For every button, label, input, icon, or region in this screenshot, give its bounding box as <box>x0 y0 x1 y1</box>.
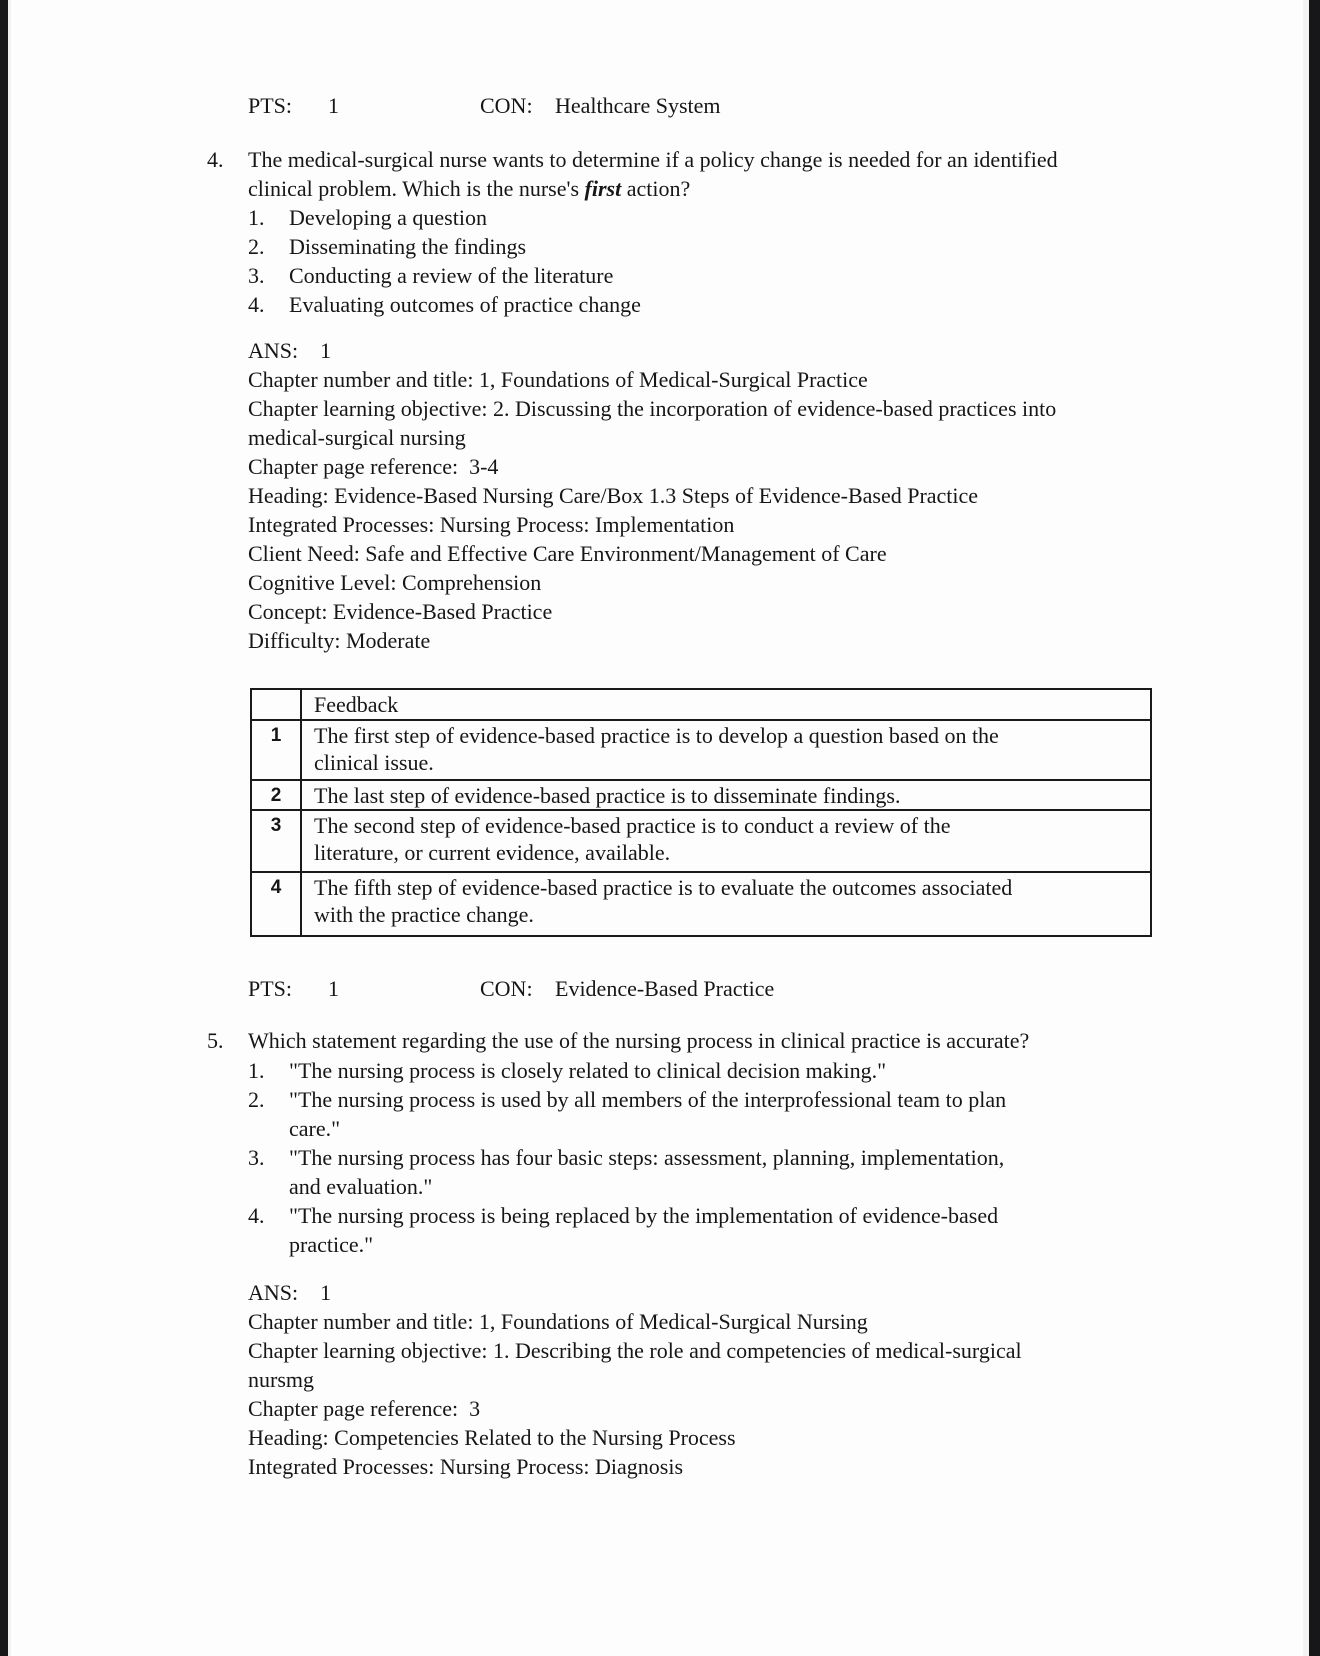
option-text-line: and evaluation." <box>289 1174 433 1199</box>
answer-line: Chapter page reference: 3 <box>248 1396 481 1421</box>
con-value: Healthcare System <box>555 93 721 118</box>
feedback-cell <box>301 872 1151 936</box>
answer-line: ANS: 1 <box>248 338 332 363</box>
answer-line: Chapter learning objective: 2. Discussing the incorporation of evidence-based practices into <box>248 396 1057 421</box>
option-number: 3. <box>248 263 265 288</box>
answer-line: Concept: Evidence-Based Practice <box>248 599 553 624</box>
question-5-number: 5. <box>207 1028 224 1053</box>
feedback-table-header-row <box>251 689 1151 720</box>
option-text-line: "The nursing process has four basic steps: assessment, planning, implementation, <box>289 1145 1005 1170</box>
option-row <box>248 203 641 232</box>
option-text-line: "The nursing process is being replaced by the implementation of evidence-based <box>289 1203 999 1228</box>
answer-5-rationale <box>248 1278 1022 1481</box>
option-text-line: practice." <box>289 1232 374 1257</box>
option-text: Evaluating outcomes of practice change <box>289 292 641 317</box>
table-row <box>251 872 1151 936</box>
answer-line: medical-surgical nursing <box>248 425 466 450</box>
answer-line: Difficulty: Moderate <box>248 628 431 653</box>
option-number: 2. <box>248 1087 265 1112</box>
answer-line: Client Need: Safe and Effective Care Environment/Management of Care <box>248 541 887 566</box>
feedback-text-line: The second step of evidence-based practice is to conduct a review of the <box>314 813 951 838</box>
con-label: CON: <box>480 93 533 118</box>
option-number: 1. <box>248 205 265 230</box>
question-4-options <box>248 203 641 319</box>
answer-line: nursmg <box>248 1367 314 1392</box>
option-text-line: "The nursing process is closely related to clinical decision making." <box>289 1058 887 1083</box>
feedback-text-line: literature, or current evidence, available. <box>314 840 671 865</box>
question-4-text-line-1: The medical-surgical nurse wants to determine if a policy change is needed for an identified <box>248 147 1058 172</box>
question-4-line2-post: action? <box>621 176 691 201</box>
option-number: 3. <box>248 1145 265 1170</box>
pts-label: PTS: <box>248 976 293 1001</box>
table-row <box>251 810 1151 872</box>
pts-value: 1 <box>328 976 339 1001</box>
feedback-text-line: with the practice change. <box>314 902 534 927</box>
feedback-text-line: The fifth step of evidence-based practice is to evaluate the outcomes associated <box>314 875 1013 900</box>
question-4-number: 4. <box>207 147 224 172</box>
left-black-border <box>0 0 8 1656</box>
option-number: 4. <box>248 1203 265 1228</box>
answer-line: Chapter number and title: 1, Foundations of Medical-Surgical Nursing <box>248 1309 868 1334</box>
row-number-cell: 2 <box>251 780 301 810</box>
option-row <box>248 1056 1006 1085</box>
option-text: Conducting a review of the literature <box>289 263 614 288</box>
pts-con-row-q4 <box>248 974 948 1003</box>
feedback-table <box>250 688 1152 937</box>
option-row <box>248 290 641 319</box>
table-row <box>251 720 1151 780</box>
feedback-cell <box>301 780 1151 810</box>
question-5-text: Which statement regarding the use of the nursing process in clinical practice is accurate? <box>248 1028 1030 1053</box>
pts-con-row-q3 <box>248 91 948 120</box>
row-number-cell: 3 <box>251 810 301 872</box>
option-number: 1. <box>248 1058 265 1083</box>
option-number: 2. <box>248 234 265 259</box>
option-text-line: care." <box>289 1116 341 1141</box>
feedback-text-line: The first step of evidence-based practice is to develop a question based on the <box>314 723 999 748</box>
option-text-line: "The nursing process is used by all members of the interprofessional team to plan <box>289 1087 1007 1112</box>
answer-line: Chapter learning objective: 1. Describing the role and competencies of medical-surgical <box>248 1338 1022 1363</box>
option-number: 4. <box>248 292 265 317</box>
option-row <box>248 261 641 290</box>
option-row <box>248 1085 1006 1143</box>
answer-line: ANS: 1 <box>248 1280 332 1305</box>
feedback-header-label: Feedback <box>314 692 399 717</box>
question-4-line2-pre: clinical problem. Which is the nurse's <box>248 176 585 201</box>
con-label: CON: <box>480 976 533 1001</box>
answer-line: Integrated Processes: Nursing Process: Implementation <box>248 512 735 537</box>
feedback-text-line: The last step of evidence-based practice is to disseminate findings. <box>314 783 901 808</box>
con-value: Evidence-Based Practice <box>555 976 775 1001</box>
answer-line: Heading: Competencies Related to the Nursing Process <box>248 1425 736 1450</box>
option-row <box>248 232 641 261</box>
question-5-options <box>248 1056 1006 1259</box>
option-row <box>248 1143 1006 1201</box>
header-empty-cell <box>251 689 301 720</box>
answer-line: Chapter number and title: 1, Foundations of Medical-Surgical Practice <box>248 367 868 392</box>
feedback-text-line: clinical issue. <box>314 750 434 775</box>
answer-line: Integrated Processes: Nursing Process: Diagnosis <box>248 1454 684 1479</box>
row-number-cell: 1 <box>251 720 301 780</box>
table-row <box>251 780 1151 810</box>
question-4 <box>207 145 1058 203</box>
row-number-cell: 4 <box>251 872 301 936</box>
question-5 <box>207 1026 1029 1055</box>
header-feedback-cell <box>301 689 1151 720</box>
option-text: Disseminating the findings <box>289 234 527 259</box>
feedback-cell <box>301 810 1151 872</box>
left-edge-shadow <box>8 0 11 1656</box>
pts-label: PTS: <box>248 93 293 118</box>
question-4-line2-emphasis: first <box>584 176 622 201</box>
question-4-text-line-2 <box>248 174 1058 203</box>
right-black-border <box>1309 0 1320 1656</box>
answer-line: Chapter page reference: 3-4 <box>248 454 499 479</box>
answer-4-rationale <box>248 336 1056 655</box>
option-row <box>248 1201 1006 1259</box>
feedback-cell <box>301 720 1151 780</box>
answer-line: Cognitive Level: Comprehension <box>248 570 542 595</box>
option-text: Developing a question <box>289 205 487 230</box>
answer-line: Heading: Evidence-Based Nursing Care/Box 1.3 Steps of Evidence-Based Practice <box>248 483 979 508</box>
pts-value: 1 <box>328 93 339 118</box>
